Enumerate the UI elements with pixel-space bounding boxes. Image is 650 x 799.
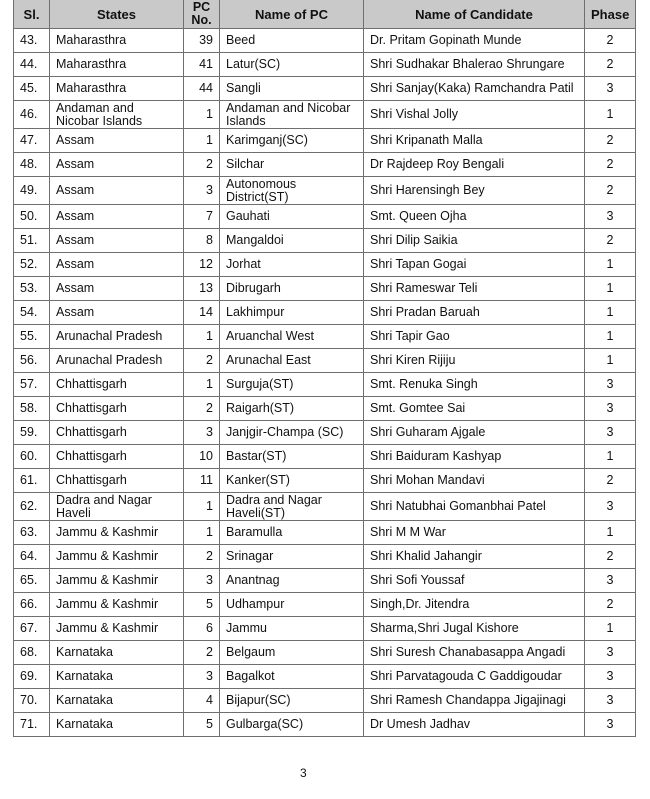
cell-pc-name: Arunachal East [220, 349, 364, 373]
cell-state: Jammu & Kashmir [50, 569, 184, 593]
cell-sl: 61. [14, 469, 50, 493]
cell-sl: 55. [14, 325, 50, 349]
table-row [14, 325, 636, 349]
cell-state: Jammu & Kashmir [50, 521, 184, 545]
cell-candidate: Shri Tapan Gogai [364, 253, 585, 277]
cell-phase: 1 [585, 277, 636, 301]
cell-pc-name: Silchar [220, 153, 364, 177]
cell-pc-name: Belgaum [220, 641, 364, 665]
cell-state: Chhattisgarh [50, 397, 184, 421]
cell-pc-name: Janjgir-Champa (SC) [220, 421, 364, 445]
table-row [14, 493, 636, 521]
cell-candidate: Smt. Gomtee Sai [364, 397, 585, 421]
cell-candidate: Shri Sanjay(Kaka) Ramchandra Patil [364, 77, 585, 101]
table-row [14, 101, 636, 129]
table-row [14, 593, 636, 617]
table-row [14, 713, 636, 737]
cell-sl: 71. [14, 713, 50, 737]
cell-candidate: Shri Pradan Baruah [364, 301, 585, 325]
cell-candidate: Shri Kiren Rijiju [364, 349, 585, 373]
table-row [14, 129, 636, 153]
cell-state: Assam [50, 277, 184, 301]
header-states: States [50, 0, 184, 29]
cell-pc-no: 2 [184, 545, 220, 569]
cell-candidate: Shri Vishal Jolly [364, 101, 585, 129]
cell-state: Assam [50, 177, 184, 205]
cell-sl: 53. [14, 277, 50, 301]
cell-pc-name: Gauhati [220, 205, 364, 229]
cell-pc-no: 7 [184, 205, 220, 229]
cell-sl: 50. [14, 205, 50, 229]
cell-sl: 49. [14, 177, 50, 205]
cell-sl: 70. [14, 689, 50, 713]
header-pc-no [184, 0, 220, 29]
cell-pc-no: 2 [184, 641, 220, 665]
table-row [14, 177, 636, 205]
cell-state: Dadra and Nagar Haveli [50, 493, 184, 521]
cell-pc-name: Bijapur(SC) [220, 689, 364, 713]
table-header-row [14, 0, 636, 29]
cell-pc-no: 3 [184, 569, 220, 593]
cell-state: Assam [50, 129, 184, 153]
cell-phase: 1 [585, 349, 636, 373]
table-row [14, 445, 636, 469]
cell-pc-no: 1 [184, 129, 220, 153]
candidates-table [13, 0, 636, 737]
cell-phase: 3 [585, 665, 636, 689]
cell-state: Karnataka [50, 689, 184, 713]
cell-state: Assam [50, 229, 184, 253]
cell-phase: 3 [585, 641, 636, 665]
table-row [14, 421, 636, 445]
cell-sl: 54. [14, 301, 50, 325]
table-row [14, 373, 636, 397]
cell-pc-name: Baramulla [220, 521, 364, 545]
cell-pc-no: 2 [184, 153, 220, 177]
cell-pc-name: Kanker(ST) [220, 469, 364, 493]
cell-pc-no: 3 [184, 177, 220, 205]
table-row [14, 397, 636, 421]
cell-candidate: Shri Sofi Youssaf [364, 569, 585, 593]
cell-candidate: Singh,Dr. Jitendra [364, 593, 585, 617]
cell-sl: 44. [14, 53, 50, 77]
cell-pc-no: 1 [184, 493, 220, 521]
cell-state: Karnataka [50, 665, 184, 689]
cell-candidate: Shri Mohan Mandavi [364, 469, 585, 493]
cell-candidate: Shri Tapir Gao [364, 325, 585, 349]
cell-state: Assam [50, 205, 184, 229]
cell-sl: 45. [14, 77, 50, 101]
table-row [14, 77, 636, 101]
cell-state: Karnataka [50, 641, 184, 665]
table-row [14, 545, 636, 569]
cell-phase: 3 [585, 205, 636, 229]
cell-candidate: Shri Sudhakar Bhalerao Shrungare [364, 53, 585, 77]
cell-sl: 59. [14, 421, 50, 445]
cell-sl: 57. [14, 373, 50, 397]
header-pc-name: Name of PC [220, 0, 364, 29]
cell-phase: 3 [585, 397, 636, 421]
cell-candidate: Shri Harensingh Bey [364, 177, 585, 205]
cell-phase: 2 [585, 29, 636, 53]
cell-pc-name: Anantnag [220, 569, 364, 593]
cell-phase: 2 [585, 177, 636, 205]
table-row [14, 569, 636, 593]
table-row [14, 301, 636, 325]
cell-pc-name: Karimganj(SC) [220, 129, 364, 153]
cell-phase: 3 [585, 569, 636, 593]
table-row [14, 349, 636, 373]
table-row [14, 29, 636, 53]
cell-sl: 67. [14, 617, 50, 641]
cell-sl: 62. [14, 493, 50, 521]
cell-pc-no: 2 [184, 397, 220, 421]
cell-state: Jammu & Kashmir [50, 593, 184, 617]
cell-candidate: Dr. Pritam Gopinath Munde [364, 29, 585, 53]
cell-sl: 60. [14, 445, 50, 469]
cell-pc-name: Jorhat [220, 253, 364, 277]
cell-state: Assam [50, 301, 184, 325]
cell-pc-no: 11 [184, 469, 220, 493]
table-row [14, 277, 636, 301]
cell-phase: 2 [585, 53, 636, 77]
cell-pc-name: Dibrugarh [220, 277, 364, 301]
cell-pc-name: Gulbarga(SC) [220, 713, 364, 737]
cell-phase: 1 [585, 617, 636, 641]
cell-pc-no: 44 [184, 77, 220, 101]
cell-phase: 1 [585, 325, 636, 349]
cell-pc-name: Aruanchal West [220, 325, 364, 349]
cell-phase: 3 [585, 689, 636, 713]
cell-phase: 1 [585, 101, 636, 129]
table-row [14, 153, 636, 177]
cell-candidate: Shri Rameswar Teli [364, 277, 585, 301]
table-row [14, 689, 636, 713]
cell-sl: 63. [14, 521, 50, 545]
cell-candidate: Shri Suresh Chanabasappa Angadi [364, 641, 585, 665]
cell-candidate: Shri Guharam Ajgale [364, 421, 585, 445]
cell-state: Chhattisgarh [50, 421, 184, 445]
cell-pc-no: 3 [184, 421, 220, 445]
table-row [14, 665, 636, 689]
header-sl: Sl. [14, 0, 50, 29]
cell-pc-name: Surguja(ST) [220, 373, 364, 397]
cell-phase: 3 [585, 493, 636, 521]
cell-sl: 69. [14, 665, 50, 689]
cell-pc-no: 6 [184, 617, 220, 641]
cell-state: Arunachal Pradesh [50, 325, 184, 349]
cell-pc-name: Mangaldoi [220, 229, 364, 253]
cell-candidate: Shri Kripanath Malla [364, 129, 585, 153]
header-pc-no-line1: PC [192, 0, 211, 14]
cell-candidate: Dr Umesh Jadhav [364, 713, 585, 737]
cell-phase: 2 [585, 129, 636, 153]
cell-pc-no: 41 [184, 53, 220, 77]
cell-pc-name: Udhampur [220, 593, 364, 617]
cell-state: Jammu & Kashmir [50, 545, 184, 569]
cell-state: Chhattisgarh [50, 445, 184, 469]
table-row [14, 53, 636, 77]
cell-candidate: Shri Baiduram Kashyap [364, 445, 585, 469]
cell-pc-name: Beed [220, 29, 364, 53]
cell-state: Maharasthra [50, 53, 184, 77]
cell-state: Maharasthra [50, 77, 184, 101]
cell-sl: 52. [14, 253, 50, 277]
cell-phase: 2 [585, 469, 636, 493]
cell-sl: 56. [14, 349, 50, 373]
cell-state: Andaman and Nicobar Islands [50, 101, 184, 129]
cell-phase: 1 [585, 253, 636, 277]
cell-pc-no: 8 [184, 229, 220, 253]
header-candidate: Name of Candidate [364, 0, 585, 29]
table-row [14, 469, 636, 493]
cell-phase: 3 [585, 713, 636, 737]
table-row [14, 641, 636, 665]
cell-state: Assam [50, 253, 184, 277]
cell-pc-no: 1 [184, 325, 220, 349]
cell-pc-no: 1 [184, 101, 220, 129]
cell-pc-no: 4 [184, 689, 220, 713]
cell-pc-name: Bagalkot [220, 665, 364, 689]
cell-candidate: Dr Rajdeep Roy Bengali [364, 153, 585, 177]
cell-pc-no: 13 [184, 277, 220, 301]
table-row [14, 253, 636, 277]
table-row [14, 521, 636, 545]
cell-state: Chhattisgarh [50, 469, 184, 493]
cell-state: Assam [50, 153, 184, 177]
cell-phase: 1 [585, 521, 636, 545]
cell-pc-no: 3 [184, 665, 220, 689]
cell-pc-name: Lakhimpur [220, 301, 364, 325]
table-body [14, 29, 636, 737]
header-pc-no-line2: No. [191, 13, 212, 27]
cell-candidate: Smt. Renuka Singh [364, 373, 585, 397]
cell-pc-no: 5 [184, 713, 220, 737]
table-row [14, 229, 636, 253]
cell-state: Chhattisgarh [50, 373, 184, 397]
cell-phase: 2 [585, 229, 636, 253]
cell-candidate: Shri M M War [364, 521, 585, 545]
cell-phase: 1 [585, 301, 636, 325]
cell-candidate: Shri Khalid Jahangir [364, 545, 585, 569]
cell-candidate: Shri Parvatagouda C Gaddigoudar [364, 665, 585, 689]
cell-pc-name: Autonomous District(ST) [220, 177, 364, 205]
cell-pc-name: Latur(SC) [220, 53, 364, 77]
cell-pc-name: Sangli [220, 77, 364, 101]
cell-candidate: Shri Ramesh Chandappa Jigajinagi [364, 689, 585, 713]
header-phase: Phase [585, 0, 636, 29]
cell-sl: 43. [14, 29, 50, 53]
cell-sl: 58. [14, 397, 50, 421]
cell-pc-no: 39 [184, 29, 220, 53]
table-row [14, 205, 636, 229]
cell-sl: 51. [14, 229, 50, 253]
cell-candidate: Smt. Queen Ojha [364, 205, 585, 229]
cell-state: Jammu & Kashmir [50, 617, 184, 641]
cell-pc-no: 1 [184, 373, 220, 397]
cell-phase: 2 [585, 545, 636, 569]
cell-pc-name: Dadra and Nagar Haveli(ST) [220, 493, 364, 521]
cell-pc-name: Andaman and Nicobar Islands [220, 101, 364, 129]
page-number: 3 [300, 766, 307, 780]
cell-phase: 2 [585, 593, 636, 617]
cell-pc-name: Jammu [220, 617, 364, 641]
cell-pc-no: 5 [184, 593, 220, 617]
cell-pc-name: Srinagar [220, 545, 364, 569]
cell-candidate: Shri Natubhai Gomanbhai Patel [364, 493, 585, 521]
cell-state: Karnataka [50, 713, 184, 737]
cell-sl: 48. [14, 153, 50, 177]
cell-sl: 46. [14, 101, 50, 129]
cell-pc-no: 1 [184, 521, 220, 545]
cell-pc-no: 10 [184, 445, 220, 469]
cell-sl: 65. [14, 569, 50, 593]
cell-candidate: Shri Dilip Saikia [364, 229, 585, 253]
cell-sl: 47. [14, 129, 50, 153]
cell-state: Arunachal Pradesh [50, 349, 184, 373]
cell-sl: 68. [14, 641, 50, 665]
cell-phase: 1 [585, 445, 636, 469]
cell-pc-name: Raigarh(ST) [220, 397, 364, 421]
cell-state: Maharasthra [50, 29, 184, 53]
cell-pc-name: Bastar(ST) [220, 445, 364, 469]
cell-phase: 2 [585, 153, 636, 177]
cell-phase: 3 [585, 373, 636, 397]
cell-pc-no: 14 [184, 301, 220, 325]
cell-phase: 3 [585, 421, 636, 445]
cell-sl: 64. [14, 545, 50, 569]
cell-pc-no: 2 [184, 349, 220, 373]
cell-candidate: Sharma,Shri Jugal Kishore [364, 617, 585, 641]
table-row [14, 617, 636, 641]
cell-sl: 66. [14, 593, 50, 617]
cell-pc-no: 12 [184, 253, 220, 277]
cell-phase: 3 [585, 77, 636, 101]
